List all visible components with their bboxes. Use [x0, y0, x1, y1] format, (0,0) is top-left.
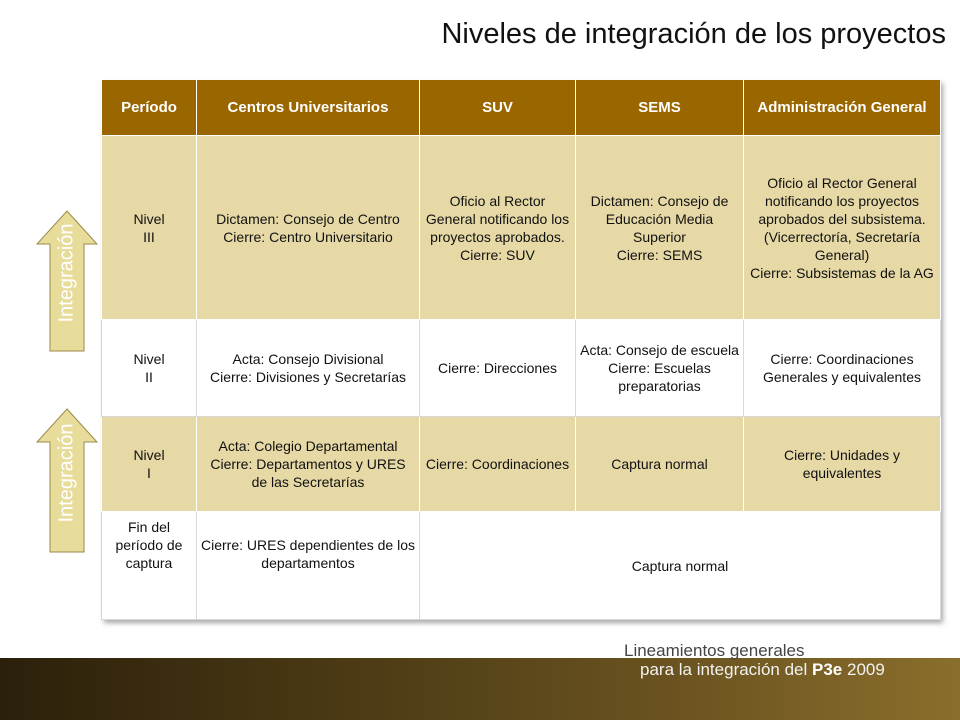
page-title: Niveles de integración de los proyectos	[441, 18, 946, 50]
cell-nivel-i: Nivel I	[102, 417, 197, 512]
cell-centros-ii: Acta: Consejo Divisional Cierre: Divisiones y Secretarías	[197, 320, 420, 417]
cell-centros-fin: Cierre: URES dependientes de los departamentos	[197, 512, 420, 620]
integration-arrow-upper	[36, 210, 98, 352]
cell-sems-ii: Acta: Consejo de escuela Cierre: Escuelas preparatorias	[576, 320, 744, 417]
cell-suv-i: Cierre: Coordinaciones	[420, 417, 576, 512]
header-administracion: Administración General	[744, 80, 941, 136]
cell-centros-i: Acta: Colegio Departamental Cierre: Departamentos y URES de las Secretarías	[197, 417, 420, 512]
cell-fin-periodo: Fin del período de captura	[102, 512, 197, 620]
footer-title: Lineamientos generales	[624, 641, 805, 660]
header-suv: SUV	[420, 80, 576, 136]
integration-arrow-lower	[36, 408, 98, 553]
header-periodo: Período	[102, 80, 197, 136]
cell-sems-i: Captura normal	[576, 417, 744, 512]
header-centros: Centros Universitarios	[197, 80, 420, 136]
footer-subtitle: para la integración del P3e 2009	[640, 660, 885, 679]
integration-table	[101, 79, 940, 619]
cell-nivel-ii: Nivel II	[102, 320, 197, 417]
cell-captura-normal-fin: Captura normal	[420, 512, 941, 620]
header-sems: SEMS	[576, 80, 744, 136]
cell-admin-ii: Cierre: Coordinaciones Generales y equivalentes	[744, 320, 941, 417]
cell-nivel-iii: Nivel III	[102, 136, 197, 320]
cell-admin-iii: Oficio al Rector General notificando los proyectos aprobados del subsistema. (Vicerrectoría, Secretaría General) Cierre: Subsistemas de la AG	[744, 136, 941, 320]
cell-suv-iii: Oficio al Rector General notificando los proyectos aprobados. Cierre: SUV	[420, 136, 576, 320]
arrow-label: Integración	[55, 223, 78, 323]
cell-sems-iii: Dictamen: Consejo de Educación Media Superior Cierre: SEMS	[576, 136, 744, 320]
arrow-label: Integración	[55, 423, 78, 523]
cell-centros-iii: Dictamen: Consejo de Centro Cierre: Centro Universitario	[197, 136, 420, 320]
cell-suv-ii: Cierre: Direcciones	[420, 320, 576, 417]
cell-admin-i: Cierre: Unidades y equivalentes	[744, 417, 941, 512]
